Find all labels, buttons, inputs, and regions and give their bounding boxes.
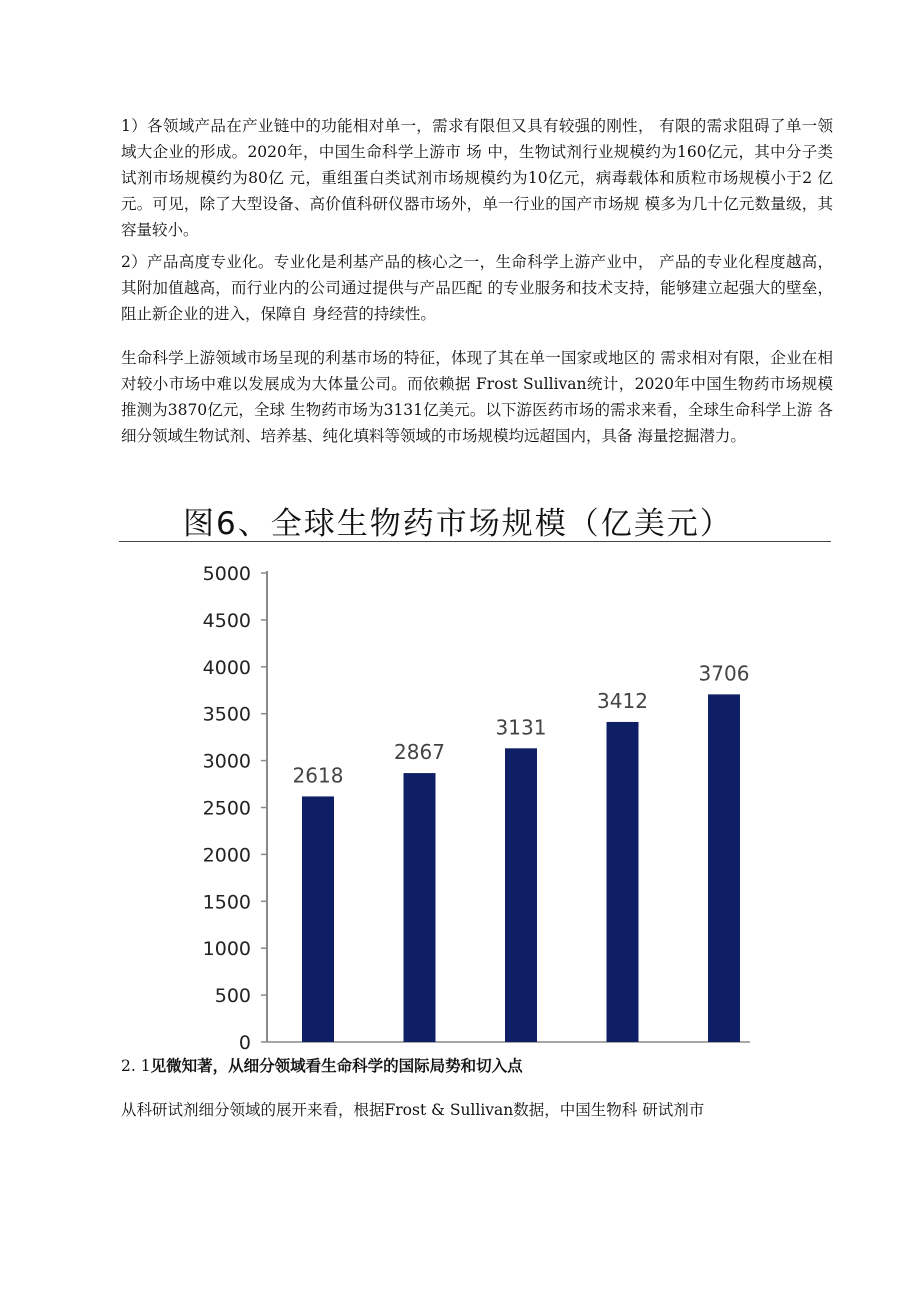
y-tick-label: 3500 [202,703,251,726]
biopharma-market-bar-chart [180,552,780,1052]
bar [607,722,639,1042]
y-tick-label: 4500 [202,609,251,632]
bar-value-label: 3131 [495,715,547,740]
y-tick-label: 500 [214,985,251,1008]
y-tick-label: 0 [238,1032,251,1052]
y-tick-label: 4000 [202,656,251,679]
bar [404,773,436,1042]
bar [708,694,740,1042]
figure-title: 图6、全球生物药市场规模（亿美元） [183,506,733,542]
section-heading [121,1054,523,1076]
figure-title-rule [119,541,831,542]
bar [505,748,537,1042]
section-title: 见微知著，从细分领域看生命科学的国际局势和切入点 [150,1056,523,1075]
bar-value-label: 2867 [394,740,445,765]
y-tick-label: 5000 [202,563,251,585]
bar-value-label: 2618 [292,763,344,788]
paragraph-specialization: 2）产品高度专业化。专业化是利基产品的核心之一，生命科学上游产业中， 产品的专业化程度越高，其附加值越高，而行业内的公司通过提供与产品匹配 的专业服务和技术支持，能够建立起强大的壁垒，阻止新企业的进入，保障自 身经营的持续性。 [121,253,833,323]
paragraph-market-characteristics: 生命科学上游领域市场呈现的利基市场的特征，体现了其在单一国家或地区的 需求相对有限，企业在相对较小市场中难以发展成为大体量公司。而依赖据 Frost Sullivan统计，2020年中国生物药市场规模推测为3870亿元，全球 生物药市场为3131亿美元。以下游医药市场的需求来看，全球生命科学上游 各细分领域生物试剂、培养基、纯化填料等领域的市场规模均远超国内，具备 海量挖掘潜力。 [121,349,833,445]
y-tick-label: 1000 [202,938,251,961]
y-axis [203,563,750,1052]
paragraph-reagent-market: 从科研试剂细分领域的展开来看，根据Frost & Sullivan数据，中国生物科 研试剂市 [121,1101,705,1119]
y-tick-label: 2000 [202,844,251,867]
bar-value-label: 3706 [698,661,750,686]
bars [302,694,740,1042]
bar-value-label: 3412 [597,688,648,713]
y-tick-label: 1500 [202,891,251,914]
paragraph-niche-demand: 1）各领域产品在产业链中的功能相对单一，需求有限但又具有较强的刚性， 有限的需求阻碍了单一领域大企业的形成。2020年，中国生命科学上游市 场 中，生物试剂行业规模约为160亿元，其中分子类试剂市场规模约为80亿 元，重组蛋白类试剂市场规模约为10亿元，病毒载体和质粒市场规模小于2 亿元。可见，除了大型设备、高价值科研仪器市场外，单一行业的国产市场规 模多为几十亿元数量级，其容量较小。 [121,117,833,239]
y-tick-label: 2500 [202,797,251,820]
section-number: 2. 1 [121,1057,151,1075]
bar [302,796,334,1042]
y-tick-label: 3000 [202,750,251,773]
